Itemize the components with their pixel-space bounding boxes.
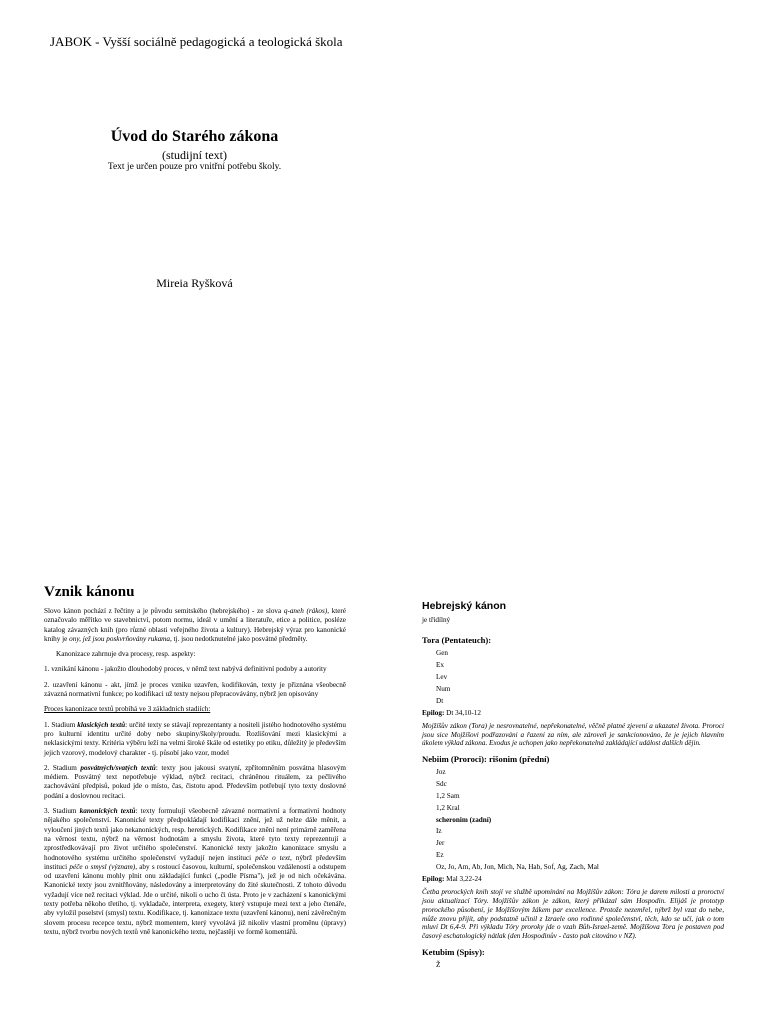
book-item: Dt	[436, 696, 444, 705]
nebiim-epilog: Epilog: Mal 3,22-24	[422, 875, 482, 884]
paragraph-stages-intro: Proces kanonizace textů probíhá ve 3 základních stadiích:	[44, 705, 211, 714]
paragraph-two-processes: Kanonizace zahrnuje dva procesy, resp. aspekty:	[56, 650, 196, 659]
right-column	[422, 600, 724, 973]
book-item: Ž	[436, 960, 441, 969]
paragraph-point-1: 1. vznikání kánonu - jakožto dlouhodobý proces, v němž text nabývá definitivní podoby a autority	[44, 665, 327, 674]
usage-note: Text je určen pouze pro vnitřní potřebu školy.	[107, 162, 282, 172]
book-item: Joz	[436, 767, 446, 776]
book-item: Sdc	[436, 779, 447, 788]
paragraph-stage-2: 2. Stadium posvátných/svatých textů: texty jsou jakousi svatyní, zpřítomněním posvátna hlasovým médiem. Posvátný text nepotřebuje výklad, nýbrž recitaci, chráněnou rituálem, za pečlivého zachovávání předpisů, pokud jde o místo, čas, čistotu apod. Především potřebují tyto texty doslovné podání a doslovnou recitaci.	[44, 763, 346, 800]
book-item: Num	[436, 684, 451, 693]
paragraph-stage-3: 3. Stadium kanonických textů: texty formulují všeobecně závazné normativní a formativní hodnoty nějakého společenství. Kanonické texty předpokládají kodifikaci znění, jež už nelze dále měnit, a vyloučení jiných textů jako nekanonických, resp. heretických. Kodifikace znění není primárně zaměřena na věrnost textu, nýbrž na věrnost hodnotám a smyslu života, které tyto texty reprezentují a zprostředkovávají pro život určitého společenství. Kanonické texty jakožto kanonizace smyslu a hodnotového systému určitého společenství vyžadují nejen instituci péče o text, nýbrž především instituci péče o smysl (význam), aby s rostoucí časovou, kulturní, společenskou vzdáleností a odstupem od uzavření kánonu mohly plnit onu základající funkci („podle Písma"), jež je od nich očekávána. Kanonické texty jsou zvnitřňovány, následovány a interpretovány do žité skutečnosti. Z tohoto důvodu vyžadují více než recitaci výklad. Jde o určité, nikoli o ucho či ústa. Proto je v zacházení s kanonickými texty potřeba někoho třetího, tj. vykladače, interpreta, exegety, který vstupuje mezi text a jeho čtenáře, aby vyložil poselství (smysl) textu. Kodifikace, tj. kanonizace textu (uzavření kánonu), není závěrečným slovem procesu recepce textu, nýbrž momentem, který vyvolává již nikoliv vlastní proměnu (úpravy) textu, nýbrž tvorbu nových textů vně kanonického textu, nejčastěji ve formě komentářů.	[44, 807, 347, 936]
nebiim-commentary: Četba prorockých knih stojí ve službě upomínání na Mojžíšův zákon: Tóra je darem milosti a proroctví jsou aktualizací Tóry. Mojžíšův zákon je zákon, který přikázal sám Hospodin. Elijáš je prototyp prorockého působení, je Mojžíšovým žákem par excellence. Protože nezemřel, nýbrž byl vzat do nebe, může znovu přijít, aby podstatně učinil z Izraele ono rodinné společenství, těch, kdo se učí, jak o tom mluví Dt 6,4-9. Při výkladu Tóry proroky jde o vzah Bůh-Israel-země. Mojžíšova Tora je postaven pod časový eschatologický nátlak (den Hospodinův - často pak citováno v NZ).	[422, 888, 724, 940]
document-title: Úvod do Starého zákona	[110, 128, 279, 145]
book-item: Gen	[436, 649, 448, 657]
paragraph-point-2: 2. uzavření kánonu - akt, jímž je proces vzniku uzavřen, kodifikován, texty je přiznána všeobecně závazná normativní funkce; po kodifikaci už texty nejsou přepracovávány, nýbrž jen opisovány	[44, 680, 346, 699]
author-name: Mireia Ryšková	[156, 276, 233, 290]
scheronim-subheading: scheronim (zadní)	[436, 815, 492, 824]
book-item: Iz	[436, 827, 442, 836]
canon-subtitle: je třídílný	[422, 616, 451, 624]
school-header: JABOK - Vyšší sociálně pedagogická a teologická škola	[50, 34, 343, 49]
book-item: Jer	[436, 839, 445, 848]
document-subtitle: (studijní text)	[162, 148, 227, 162]
book-item: Ex	[436, 660, 444, 669]
book-item: Oz, Jo, Am, Ab, Jon, Mich, Na, Hab, Sof, Ag, Zach, Mal	[436, 863, 599, 872]
tora-commentary: Mojžíšův zákon (Tora) je nesrovnatelné, nepřekonatelné, věčně platné zjevení a ukazatel života. Proroci jsou sice Mojžíšovi podřazováni a řazeni za ním, ale zároveň je sankcionováno, že je jejich hlavním úkolem výklad zákona. Exodus je uchopen jako nepřekonatelná zakládající událost dalších dějin.	[422, 721, 724, 748]
nebiim-heading: Nebiim (Proroci): rišonim (přední)	[422, 753, 550, 764]
book-item: Ez	[436, 851, 444, 860]
section-heading-vznik-kanonu: Vznik kánonu	[44, 584, 135, 600]
section-heading-hebrejsky-kanon: Hebrejský kánon	[422, 600, 507, 612]
book-item: Lev	[436, 672, 448, 681]
paragraph-stage-1: 1. Stadium klasických textů: určité texty se stávají reprezentanty a nositeli jistého hodnotového systému pro kulturní identitu určité doby nebo skupiny/školy/proudu. Rozlišování mezi klasickými a neklasickými texty. Kritéria výběru leží na velmi široké škále od estetiky po etiku, důležitý je především jejich vzorový, modelový charakter - tj. působí jako vzor, model	[44, 720, 346, 757]
ketubim-heading: Ketubim (Spisy):	[422, 946, 485, 957]
tora-epilog: Epilog: Dt 34,10-12	[422, 708, 481, 717]
tora-heading: Tora (Pentateuch):	[422, 635, 492, 645]
paragraph-definition: Slovo kánon pochází z řečtiny a je původu semitského (hebrejského) - ze slova q-aneh (rákos), které označovalo měřítko ve stavebnictví, potom normu, ideál v umění a literatuře, etice a politice, posléze katalog závazných knih (pro různé oblasti veřejného života a kultury). Hebrejský výraz pro kanonické knihy je ony, jež jsou poskvrňovány rukama, tj. jsou nedotknutelné jako posvátné předměty.	[44, 607, 347, 643]
book-item: 1,2 Kral	[436, 803, 460, 812]
book-item: 1,2 Sam	[436, 791, 460, 800]
left-column	[44, 584, 346, 943]
